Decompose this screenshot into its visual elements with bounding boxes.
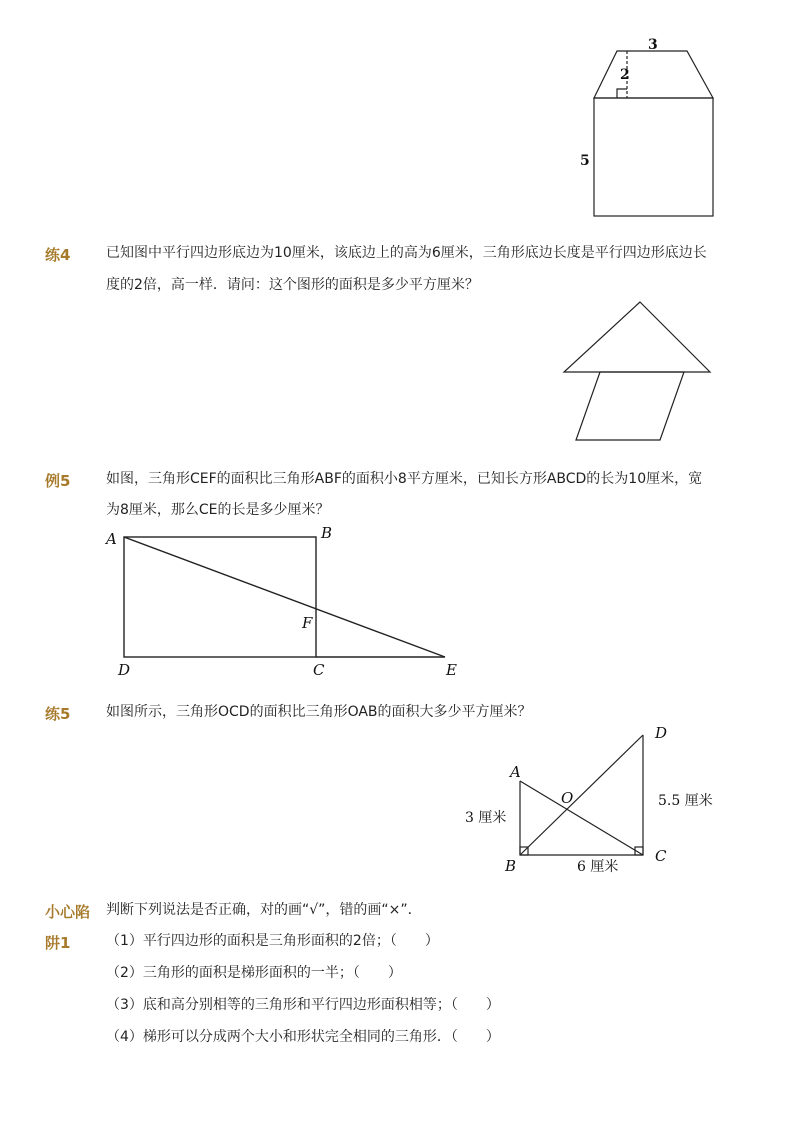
practice5-figure: [455, 720, 735, 880]
point-e: E: [446, 661, 457, 679]
point-b: B: [321, 524, 333, 542]
segment-ae: [124, 537, 445, 657]
trap-item-4: （4）梯形可以分成两个大小和形状完全相同的三角形．（ ）: [106, 1029, 500, 1045]
trap-item-2: （2）三角形的面积是梯形面积的一半；（ ）: [106, 965, 402, 981]
example5-figure: [100, 522, 470, 682]
point-a: A: [510, 763, 521, 781]
top-label-5: 5: [580, 153, 590, 169]
top-label-3: 3: [648, 37, 658, 53]
trap-label-2: 阱1: [45, 934, 71, 952]
trap-item-1: （1）平行四边形的面积是三角形面积的2倍；（ ）: [106, 933, 439, 949]
bottom-measure: 6 厘米: [577, 859, 619, 875]
point-c: C: [313, 661, 325, 679]
example5-line1: 如图，三角形CEF的面积比三角形ABF的面积小8平方厘米，已知长方形ABCD的长为10厘米，宽: [106, 471, 703, 487]
practice4-line2: 度的2倍，高一样．请问：这个图形的面积是多少平方厘米？: [106, 277, 479, 293]
point-b: B: [505, 857, 517, 875]
trap-label: 小心陷: [45, 903, 91, 921]
practice5-line1: 如图所示，三角形OCD的面积比三角形OAB的面积大多少平方厘米？: [106, 704, 532, 720]
segment-ac: [520, 781, 643, 855]
practice4-parallelogram: [576, 372, 684, 440]
practice4-triangle: [564, 302, 710, 372]
practice4-label: 练4: [45, 246, 71, 264]
point-f: F: [302, 614, 313, 632]
practice5-label: 练5: [45, 705, 71, 723]
point-d: D: [118, 661, 131, 679]
point-o: O: [561, 789, 574, 807]
segment-bd: [520, 735, 643, 855]
practice4-line1: 已知图中平行四边形底边为10厘米，该底边上的高为6厘米，三角形底边长度是平行四边形底边长: [106, 245, 707, 261]
trap-item-3: （3）底和高分别相等的三角形和平行四边形面积相等；（ ）: [106, 997, 500, 1013]
example5-line2: 为8厘米，那么CE的长是多少厘米？: [106, 502, 330, 518]
top-rectangle: [594, 98, 713, 216]
example5-label: 例5: [45, 472, 71, 490]
left-measure: 3 厘米: [465, 810, 507, 826]
point-a: A: [106, 530, 117, 548]
top-label-2: 2: [620, 67, 630, 83]
trap-intro: 判断下列说法是否正确，对的画“√”，错的画“×”．: [106, 902, 422, 918]
right-measure: 5.5 厘米: [658, 793, 713, 809]
point-d: D: [655, 724, 668, 742]
top-trapezoid: [594, 51, 713, 98]
practice4-figure: [560, 298, 720, 446]
rectangle-abcd: [124, 537, 316, 657]
top-right-angle-mark: [617, 89, 627, 98]
top-composite-figure: [570, 30, 740, 225]
point-c: C: [655, 847, 667, 865]
